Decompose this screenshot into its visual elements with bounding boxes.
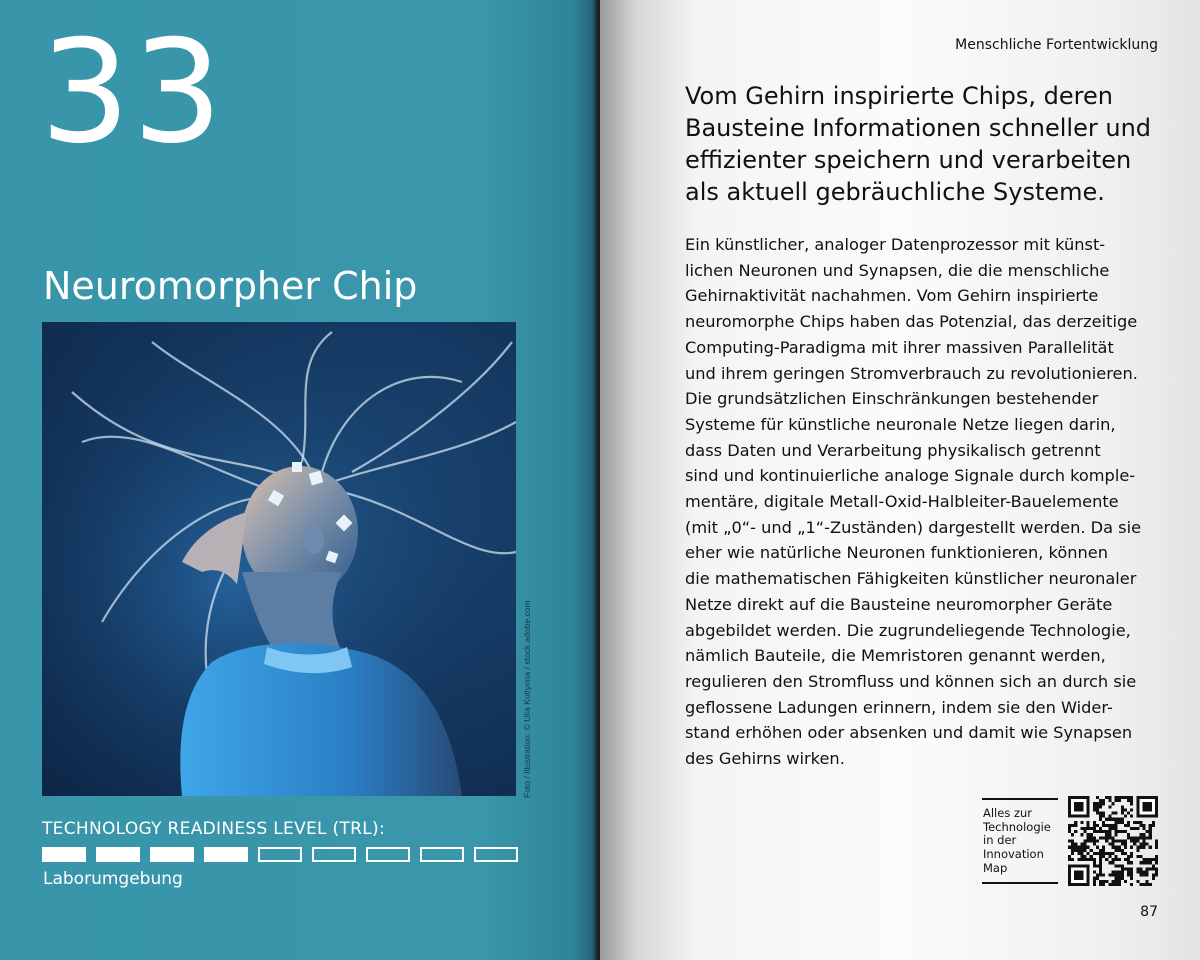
qr-caption-line: Technologie — [983, 819, 1051, 834]
lead-line: als aktuell gebräuchliche Systeme. — [685, 178, 1105, 206]
lead-line: Bausteine Informationen schneller und — [685, 114, 1152, 142]
body-line: neuromorphe Chips haben das Potenzial, das derzeitige — [685, 312, 1138, 332]
body-line: sind und kontinuierliche analoge Signale durch komple- — [685, 466, 1136, 486]
body-line: Ein künstlicher, analoger Datenprozessor mit künst- — [685, 235, 1106, 254]
trl-segment — [204, 847, 248, 862]
chapter-number: 33 — [40, 10, 225, 175]
trl-label: TECHNOLOGY READINESS LEVEL (TRL): — [42, 819, 385, 839]
trl-segment — [150, 847, 194, 862]
lead-paragraph — [685, 80, 1165, 208]
trl-segment — [420, 847, 464, 862]
body-line: regulieren den Stromfluss und können sich an durch sie — [685, 671, 1137, 691]
trl-segment — [366, 847, 410, 862]
right-page — [600, 0, 1200, 960]
illustration-photo — [42, 322, 516, 796]
lead-line: Vom Gehirn inspirierte Chips, deren — [685, 82, 1113, 110]
qr-caption-line: in der — [983, 833, 1017, 848]
qr-code-icon[interactable] — [1068, 796, 1158, 886]
body-line: geflossene Ladungen erinnern, indem sie den Wider- — [685, 697, 1113, 717]
body-line: mentäre, digitale Metall-Oxid-Halbleiter-Bauelemente — [685, 492, 1119, 512]
qr-caption-line: Map — [983, 860, 1008, 875]
body-line: lichen Neuronen und Synapsen, die die menschliche — [685, 260, 1110, 280]
qr-rule-bottom — [982, 882, 1058, 884]
body-line: Gehirnaktivität nachahmen. Vom Gehirn inspirierte — [685, 286, 1099, 306]
qr-caption — [983, 807, 1063, 876]
illustration-graphic — [42, 322, 516, 796]
qr-rule-top — [982, 798, 1058, 800]
trl-level-indicator — [42, 847, 518, 862]
body-line: dass Daten und Verarbeitung physikalisch getrennt — [685, 440, 1101, 460]
qr-link-block[interactable] — [982, 796, 1158, 888]
body-line: Systeme für künstliche neuronale Netze liegen darin, — [685, 414, 1116, 434]
trl-segment — [474, 847, 518, 862]
body-line: und ihrem geringen Stromverbrauch zu revolutionieren. — [685, 363, 1138, 383]
body-paragraph — [685, 232, 1155, 772]
body-line: abgebildet werden. Die zugrundeliegende Technologie, — [685, 620, 1131, 640]
qr-caption-line: Alles zur — [983, 806, 1033, 820]
body-line: des Gehirns wirken. — [685, 749, 845, 769]
body-line: die mathematischen Fähigkeiten künstlicher neuronaler — [685, 569, 1137, 589]
trl-segment — [258, 847, 302, 862]
body-line: (mit „0“- und „1“-Zuständen) dargestellt werden. Da sie — [685, 517, 1142, 537]
lead-line: effizienter speichern und verarbeiten — [685, 146, 1132, 174]
body-line: stand erhöhen oder absenken und damit wie Synapsen — [685, 723, 1133, 743]
qr-caption-line: Innovation — [983, 847, 1044, 862]
body-line: nämlich Bauteile, die Memristoren genannt werden, — [685, 646, 1106, 666]
body-line: Computing-Paradigma mit ihrer massiven Parallelität — [685, 337, 1114, 357]
page-number: 87 — [1140, 904, 1158, 920]
trl-segment — [42, 847, 86, 862]
body-line: eher wie natürliche Neuronen funktionieren, können — [685, 543, 1108, 563]
trl-status: Laborumgebung — [43, 869, 183, 889]
body-line: Die grundsätzlichen Einschränkungen bestehender — [685, 389, 1099, 409]
photo-credit: Foto / Illustration: © Ulia Koltyrina / stock.adobe.com — [522, 600, 532, 798]
technology-title: Neuromorpher Chip — [43, 264, 418, 308]
trl-segment — [96, 847, 140, 862]
left-page — [0, 0, 598, 960]
trl-segment — [312, 847, 356, 862]
body-line: Netze direkt auf die Bausteine neuromorpher Geräte — [685, 594, 1113, 614]
section-label: Menschliche Fortentwicklung — [955, 37, 1158, 53]
